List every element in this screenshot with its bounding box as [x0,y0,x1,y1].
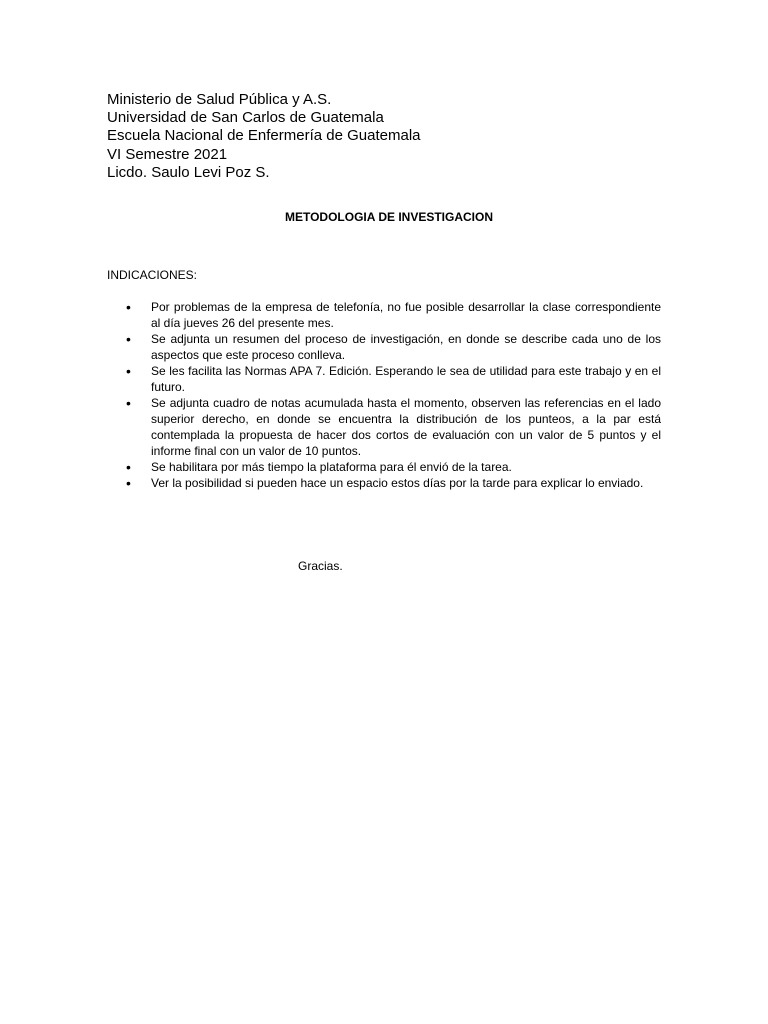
indications-list [107,299,661,491]
bullet-icon: • [126,459,131,475]
closing-text: Gracias. [298,559,343,573]
list-item [107,331,661,363]
header-line-semester: VI Semestre 2021 [107,145,228,163]
list-item-text: Por problemas de la empresa de telefonía, no fue posible desarrollar la clase correspondiente al día jueves 26 del presente mes. [151,300,661,330]
indications-heading: INDICACIONES: [107,268,198,282]
bullet-icon: • [126,299,131,315]
list-item [107,459,661,475]
list-item [107,299,661,331]
header-line-ministry: Ministerio de Salud Pública y A.S. [107,91,332,108]
list-item [107,475,661,491]
header-line-instructor: Licdo. Saulo Levi Poz S. [107,163,270,181]
list-item-text: Se adjunta un resumen del proceso de investigación, en donde se describe cada uno de los aspectos que este proceso conlleva. [151,332,661,362]
list-item-text: Se les facilita las Normas APA 7. Edición. Esperando le sea de utilidad para este trabajo y en el futuro. [151,364,661,394]
header-line-school: Escuela Nacional de Enfermería de Guatemala [107,127,421,145]
letterhead [107,91,421,182]
list-item [107,395,661,459]
list-item-text: Se habilitara por más tiempo la plataforma para él envió de la tarea. [151,460,512,474]
list-item [107,363,661,395]
list-item-text: Se adjunta cuadro de notas acumulada hasta el momento, observen las referencias en el lado superior derecho, en donde se encuentra la distribución de los punteos, a la par está contemplada la propuesta de hacer dos cortos de evaluación con un valor de 5 puntos y el informe final con un valor de 10 puntos. [151,396,661,458]
header-line-university: Universidad de San Carlos de Guatemala [107,109,384,127]
bullet-icon: • [126,475,131,491]
bullet-icon: • [126,363,131,379]
list-item-text: Ver la posibilidad si pueden hace un espacio estos días por la tarde para explicar lo enviado. [151,476,644,490]
bullet-icon: • [126,395,131,411]
document-title: METODOLOGIA DE INVESTIGACION [284,210,493,224]
bullet-icon: • [126,331,131,347]
